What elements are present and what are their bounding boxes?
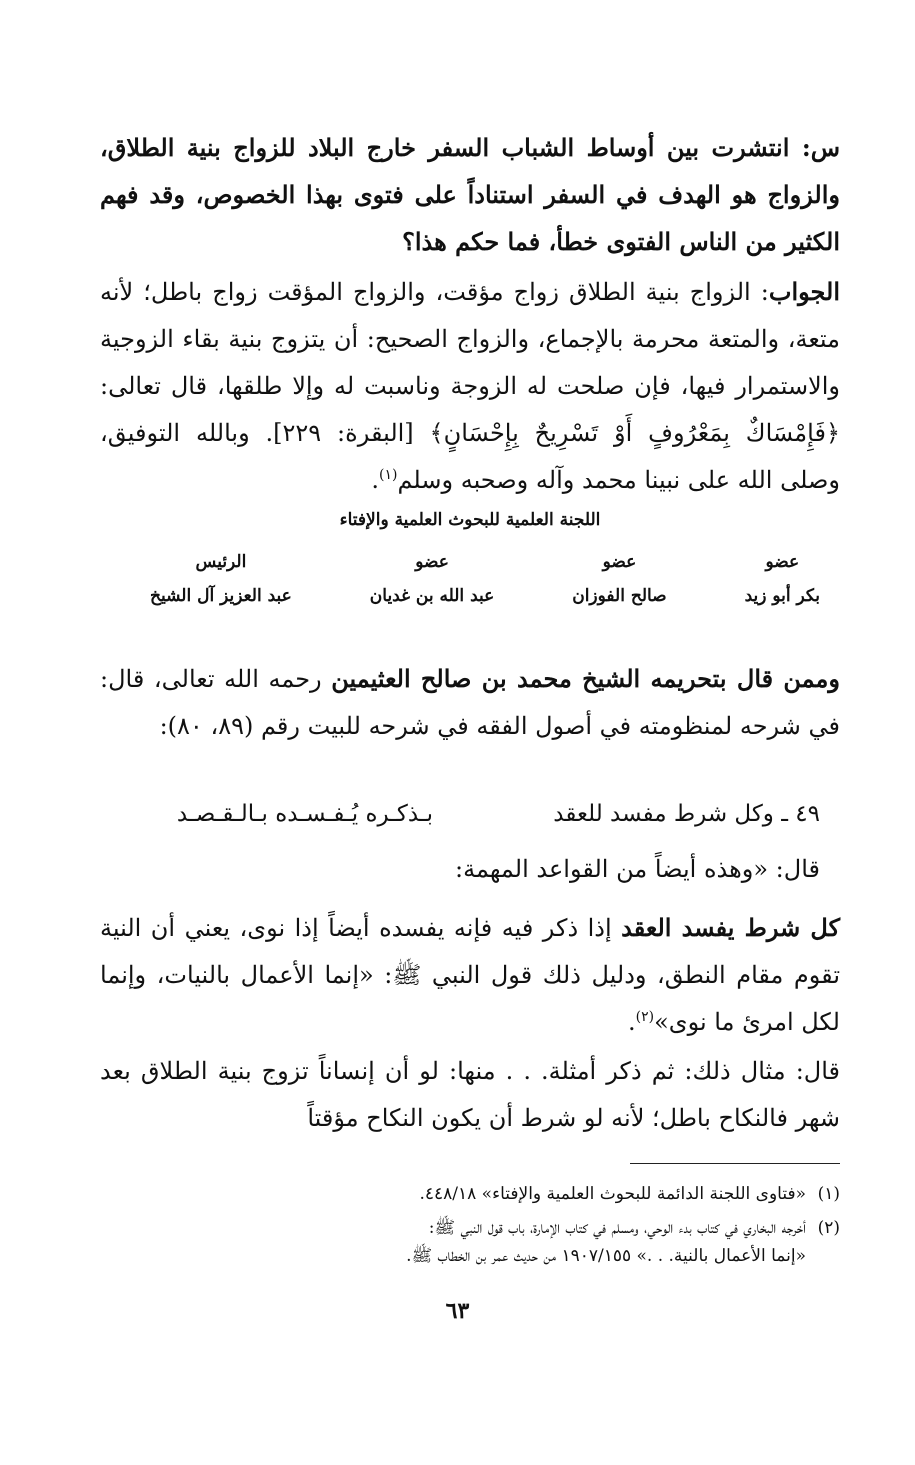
footnote-continuation: «إنما الأعمال بالنية. . .» ١٩٠٧/١٥٥ من حديث عمر بن الخطاب ﷺ. xyxy=(406,1246,806,1266)
uthaymeen-text: رحمه الله تعالى، قال: في شرحه لمنظومته في أصول الفقه في شرحه للبيت رقم (٨٩، ٨٠): xyxy=(100,665,840,740)
page-number: ٦٣ xyxy=(445,1298,470,1324)
question-text: انتشرت بين أوساط الشباب السفر خارج البلاد للزواج بنية الطلاق، والزواج هو الهدف في السفر استناداً على فتوى بهذا الخصوص، وقد فهم الكثير من الناس الفتوى خطأ، فما حكم هذا؟ xyxy=(100,133,840,256)
member-name: عبد الله بن غديان xyxy=(369,586,495,606)
committee-member xyxy=(745,552,820,606)
rule-bold: كل شرط يفسد العقد xyxy=(621,913,840,942)
footnote-number: (١) xyxy=(817,1184,840,1204)
footnote-ref-1: (١) xyxy=(378,467,398,483)
member-name: عبد العزيز آل الشيخ xyxy=(150,586,292,606)
footnote-text: «فتاوى اللجنة الدائمة للبحوث العلمية والإفتاء» ٤٤٨/١٨. xyxy=(419,1184,806,1204)
committee-chair xyxy=(150,552,292,606)
rule-paragraph xyxy=(100,904,840,1046)
footnotes xyxy=(100,1180,840,1270)
footnote-ref-2: (٢) xyxy=(635,1009,655,1025)
answer-label: الجواب xyxy=(768,277,840,306)
answer-end: . xyxy=(371,466,379,494)
question-prefix: س: xyxy=(801,133,840,162)
member-name: صالح الفوزان xyxy=(572,586,667,606)
quote-intro: قال: «وهذه أيضاً من القواعد المهمة: xyxy=(454,855,820,883)
verse-first-hemistich: ٤٩ ـ وكل شرط مفسد للعقد xyxy=(553,801,820,827)
answer-text: : الزواج بنية الطلاق زواج مؤقت، والزواج المؤقت زواج باطل؛ لأنه متعة، والمتعة محرمة بالإجماع، والزواج الصحيح: أن يتزوج بنية بقاء الزوجية والاستمرار فيها، فإن صلحت له الزوجة وناسبت له وإلا طلقها، قال تعالى: ﴿فَإِمْسَاكٌ بِمَعْرُوفٍ أَوْ تَسْرِيحٌ بِإِحْسَانٍ﴾ [البقرة: ٢٢٩]. وبالله التوفيق، وصلى الله على نبينا محمد وآله وصحبه وسلم xyxy=(100,278,840,494)
member-role: عضو xyxy=(415,552,449,572)
footnote-number: (٢) xyxy=(817,1218,840,1238)
committee-title: اللجنة العلمية للبحوث العلمية والإفتاء xyxy=(339,510,601,530)
committee-member xyxy=(370,552,494,606)
member-role: عضو xyxy=(602,552,637,572)
example-paragraph: قال: مثال ذلك: ثم ذكر أمثلة. . . منها: لو أن إنساناً تزوج بنية الطلاق بعد شهر فالنكاح باطل؛ لأنه لو شرط أن يكون النكاح مؤقتاً xyxy=(100,1057,841,1132)
uthaymeen-bold: وممن قال بتحريمه الشيخ محمد بن صالح العثيمين xyxy=(331,664,841,693)
footnote-2 xyxy=(100,1214,840,1270)
rule-end: . xyxy=(627,1008,636,1036)
footnote-text: أخرجه البخاري في كتاب بدء الوحي، ومسلم في كتاب الإمارة، باب قول النبي ﷺ: xyxy=(428,1218,806,1238)
committee-signatures xyxy=(150,552,820,606)
member-role: الرئيس xyxy=(195,552,247,572)
footnote-divider xyxy=(630,1163,840,1164)
answer-paragraph xyxy=(100,268,840,504)
uthaymeen-paragraph xyxy=(100,655,840,750)
verse-second-hemistich: بـذكـره يُـفـسـده بـالـقـصـد xyxy=(176,801,434,827)
member-name: بكر أبو زيد xyxy=(744,586,820,606)
poem-verse xyxy=(130,801,820,827)
question-paragraph xyxy=(100,124,840,265)
footnote-1 xyxy=(100,1180,840,1208)
committee-member xyxy=(572,552,666,606)
rule-text: إذا ذكر فيه فإنه يفسده أيضاً إذا نوى، يعني أن النية تقوم مقام النطق، ودليل ذلك قول النبي ﷺ: «إنما الأعمال بالنيات، وإنما لكل امرئ ما نوى» xyxy=(100,914,840,1036)
member-role: عضو xyxy=(765,552,800,572)
